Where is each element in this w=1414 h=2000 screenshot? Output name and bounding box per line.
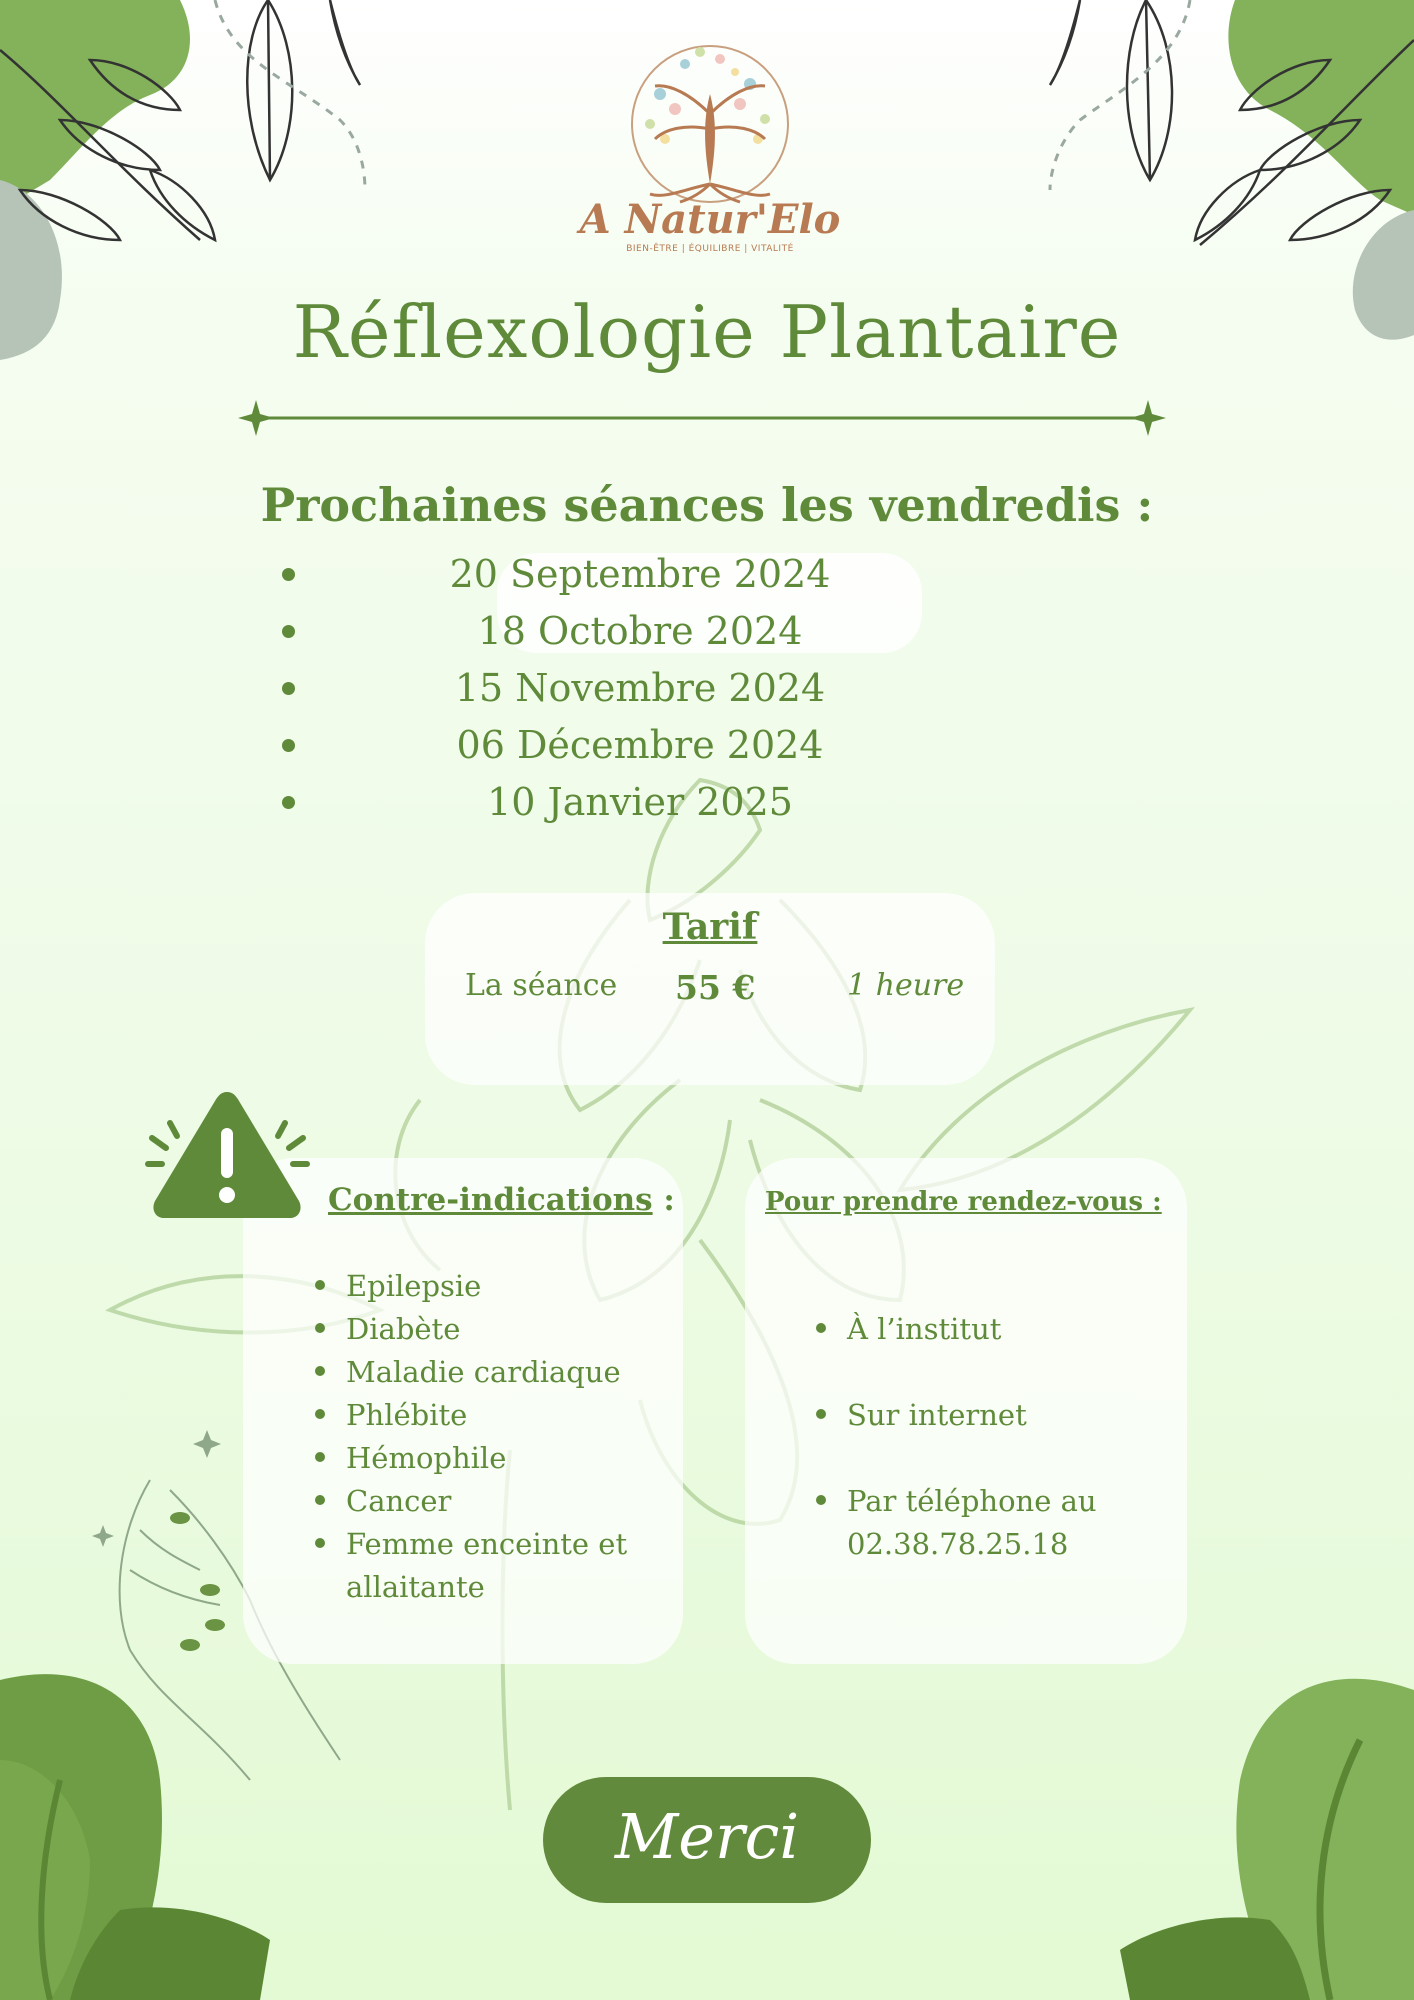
bullet-icon <box>315 1452 325 1462</box>
list-item: Hémophile <box>310 1437 650 1480</box>
title-divider <box>236 398 1168 438</box>
bullet-icon <box>315 1409 325 1419</box>
bullet-icon <box>282 682 295 695</box>
list-item: Diabète <box>310 1308 650 1351</box>
bullet-icon <box>315 1280 325 1290</box>
session-date: 18 Octobre 2024 <box>270 603 1010 660</box>
bullet-icon <box>282 625 295 638</box>
bullet-icon <box>282 568 295 581</box>
list-item: Epilepsie <box>310 1265 650 1308</box>
warning-triangle-icon <box>140 1088 315 1223</box>
bullet-icon <box>315 1366 325 1376</box>
bullet-icon <box>816 1495 826 1505</box>
list-item: Sur internet <box>811 1394 1131 1437</box>
tarif-title: Tarif <box>662 906 758 948</box>
tarif-label: La séance <box>465 968 618 1003</box>
session-date: 10 Janvier 2025 <box>270 774 1010 831</box>
rendez-vous-title: Pour prendre rendez-vous : <box>765 1187 1162 1217</box>
session-dates-list <box>270 546 1010 831</box>
merci-button: Merci <box>543 1777 871 1903</box>
bullet-icon <box>282 796 295 809</box>
list-item: Maladie cardiaque <box>310 1351 650 1394</box>
bullet-icon <box>282 739 295 752</box>
bullet-icon <box>816 1409 826 1419</box>
list-item: Phlébite <box>310 1394 650 1437</box>
list-item: Cancer <box>310 1480 650 1523</box>
contre-indications-list <box>310 1265 650 1609</box>
sessions-heading: Prochaines séances les vendredis : <box>260 478 1154 532</box>
list-item: Par téléphone au 02.38.78.25.18 <box>811 1480 1131 1566</box>
bullet-icon <box>816 1323 826 1333</box>
brand-tagline: BIEN-ÊTRE | ÉQUILIBRE | VITALITÉ <box>626 244 794 254</box>
bullet-icon <box>315 1323 325 1333</box>
rendez-vous-list <box>811 1308 1131 1609</box>
session-date: 06 Décembre 2024 <box>270 717 1010 774</box>
session-date: 20 Septembre 2024 <box>270 546 1010 603</box>
contre-indications-title: Contre-indications : <box>328 1182 675 1218</box>
page-title: Réflexologie Plantaire <box>292 290 1122 374</box>
list-item: Femme enceinte et allaitante <box>310 1523 650 1609</box>
bullet-icon <box>315 1538 325 1548</box>
session-date: 15 Novembre 2024 <box>270 660 1010 717</box>
bullet-icon <box>315 1495 325 1505</box>
tarif-duration: 1 heure <box>847 968 965 1003</box>
list-item: À l’institut <box>811 1308 1131 1351</box>
brand-name: A Natur'Elo <box>579 196 841 243</box>
tarif-price: 55 € <box>675 968 756 1007</box>
